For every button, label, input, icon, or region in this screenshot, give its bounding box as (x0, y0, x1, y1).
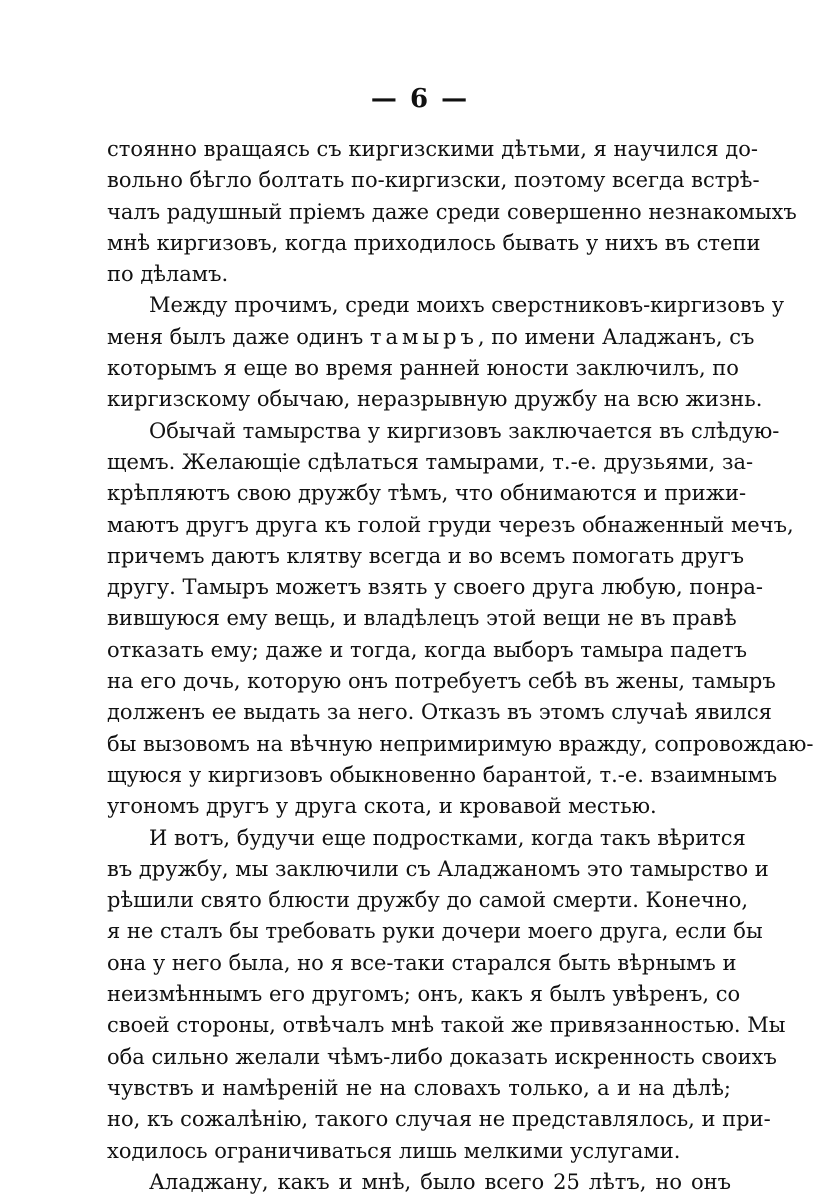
page-number: — 6 — (370, 84, 470, 114)
text-line: которымъ я еще во время ранней юности заключилъ, по (107, 356, 739, 381)
text-line: но, къ сожалѣнію, такого случая не представлялось, и при- (107, 1107, 771, 1132)
text-line: бы вызовомъ на вѣчную непримиримую вражду, сопровождаю- (107, 731, 814, 756)
text-line: И вотъ, будучи еще подростками, когда такъ вѣрится (149, 825, 746, 850)
text-line: въ дружбу, мы заключили съ Аладжаномъ это тамырство и (107, 856, 769, 881)
text-line: на его дочь, которую онъ потребуетъ себѣ въ жены, тамыръ (107, 669, 776, 694)
text-fragment: меня былъ даже одинъ (107, 324, 364, 349)
text-line: маютъ другъ друга къ голой груди черезъ обнаженный мечъ, (107, 512, 794, 537)
text-fragment: , по имени Аладжанъ, съ (477, 324, 755, 349)
text-line: причемъ даютъ клятву всегда и во всемъ помогать другъ (107, 543, 744, 568)
text-line: рѣшили свято блюсти дружбу до самой смерти. Конечно, (107, 888, 749, 913)
text-line: угономъ другъ у друга скота, и кровавой местью. (107, 794, 657, 819)
text-line: вившуюся ему вещь, и владѣлецъ этой вещи не въ правѣ (107, 606, 737, 631)
text-line: Аладжану, какъ и мнѣ, было всего 25 лѣтъ, но онъ (149, 1169, 731, 1194)
text-line: Обычай тамырства у киргизовъ заключается въ слѣдую- (149, 418, 780, 443)
text-line: щуюся у киргизовъ обыкновенно барантой, т.-е. взаимнымъ (107, 762, 778, 787)
text-line: отказать ему; даже и тогда, когда выборъ тамыра падетъ (107, 637, 747, 662)
text-line: Между прочимъ, среди моихъ сверстниковъ-киргизовъ у (149, 293, 785, 318)
text-line: своей стороны, отвѣчалъ мнѣ такой же привязанностью. Мы (107, 1013, 786, 1038)
text-line: чувствъ и намѣреній не на словахъ только, а и на дѣлѣ; (107, 1075, 731, 1100)
text-line: я не сталъ бы требовать руки дочери моего друга, если бы (107, 919, 763, 944)
text-line: мнѣ киргизовъ, когда приходилось бывать у нихъ въ степи (107, 230, 761, 255)
text-line: другу. Тамыръ можетъ взять у своего друга любую, понра- (107, 575, 764, 600)
text-line-emphasis (107, 322, 755, 353)
text-line: щемъ. Желающіе сдѣлаться тамырами, т.-е. друзьями, за- (107, 449, 754, 474)
text-line: неизмѣннымъ его другомъ; онъ, какъ я былъ увѣренъ, со (107, 982, 741, 1007)
text-line: киргизскому обычаю, неразрывную дружбу на всю жизнь. (107, 387, 763, 412)
text-line: она у него была, но я все-таки старался быть вѣрнымъ и (107, 950, 737, 975)
text-line: долженъ ее выдать за него. Отказъ въ этомъ случаѣ явился (107, 700, 772, 725)
text-line: крѣпляютъ свою дружбу тѣмъ, что обнимаются и прижи- (107, 481, 747, 506)
text-line: чалъ радушный пріемъ даже среди совершенно незнакомыхъ (107, 199, 797, 224)
text-line: ходилось ограничиваться лишь мелкими услугами. (107, 1138, 681, 1163)
text-line: вольно бѣгло болтать по-киргизски, поэтому всегда встрѣ- (107, 168, 760, 193)
body-text (107, 134, 814, 1198)
text-line: оба сильно желали чѣмъ-либо доказать искренность своихъ (107, 1044, 777, 1069)
emphasized-word: тамыръ (369, 324, 478, 349)
text-line: стоянно вращаясь съ киргизскими дѣтьми, я научился до- (107, 137, 758, 161)
text-line: по дѣламъ. (107, 262, 229, 287)
